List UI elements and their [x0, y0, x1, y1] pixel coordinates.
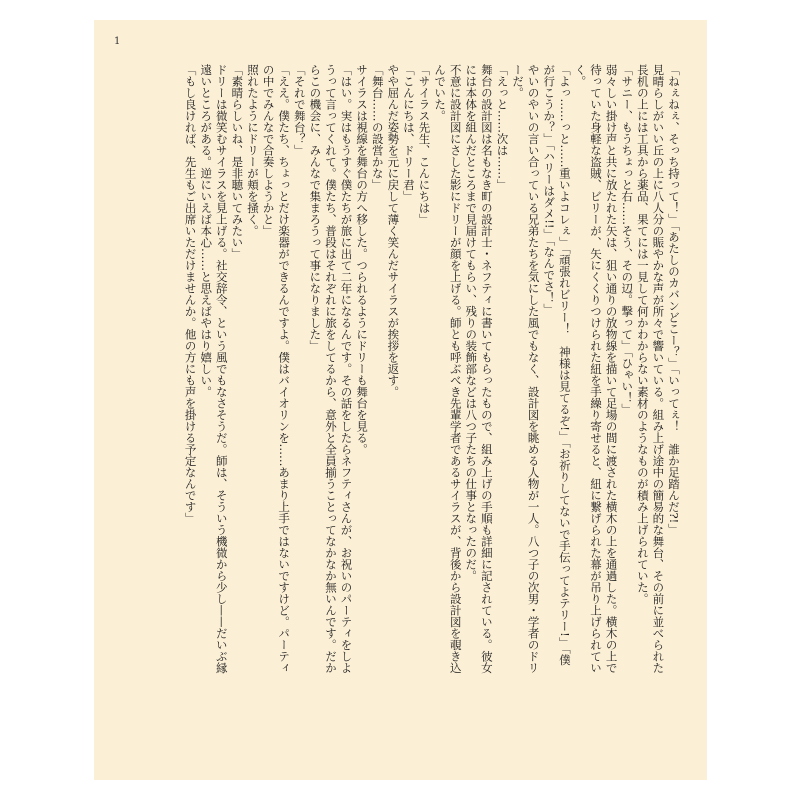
body-text — [141, 64, 681, 674]
paragraph: 不意に設計図にさした影にドリーが顔を上げる。師とも呼ぶべき先輩学者であるサイラスが、背後から設計図を覗き込んでいた。 — [433, 64, 463, 674]
paragraph: 「舞台……の設営かな」 — [370, 64, 385, 191]
paragraph: サイラスは視線を舞台の方へ移した。つられるようにドリーも舞台を見る。 — [355, 64, 370, 455]
page-number: 1 — [114, 36, 121, 47]
paragraph: ドリーは微笑むサイラスを見上げる。社交辞令、という風でもなさそうだ。師は、そういう機微から少し——だいぶ縁遠いところがある。逆にいえば本心……と思えばやはり嬉しい。 — [199, 64, 229, 674]
paragraph: 「もし良ければ、先生もご出席いただけませんか。他の方にも声を掛ける予定なんです」 — [183, 64, 198, 524]
paragraph: 「サイラス先生、こんにちは」 — [417, 64, 432, 225]
paragraph: 弱々しい掛け声と共に放たれた矢は、狙い通りの放物線を描いて足場の間に渡された横木の上を通過した。横木の上で待っていた身軽な盗賊、ビリーが、矢にくくりつけられた紐を手繰り寄せると、紐に繋げられた幕が吊り上げられていく。 — [573, 64, 619, 674]
paragraph: 「ねぇねぇ、そっち持って！」「あたしのカバンどこー？」「いってぇ！ 誰か足踏んだ?!」 — [667, 64, 681, 535]
paragraph: 「えっと……次は……」 — [495, 64, 510, 191]
paragraph: 見晴らしがいい丘の上に八人分の賑やかな声が所々で響いている。組み上げ途中の簡易的な舞台、その前に並べられた長机の上には工具から薬品、果てには一見して何かわからない素材のようなものが積み上げられていた。 — [635, 64, 666, 674]
paragraph: 照れたようにドリーが頬を掻く。 — [245, 64, 260, 237]
paragraph: 「それで舞台？」 — [292, 64, 307, 156]
paragraph: 「ええ。僕たち、ちょっとだけ楽器ができるんですよ。僕はバイオリンを……あまり上手ではないですけど。パーティの中でみんなで合奏しようかと」 — [261, 64, 292, 674]
paragraph: 「こんにちは、ドリー君」 — [401, 64, 416, 202]
paragraph: 「素晴らしいね、是非聴いてみたい」 — [230, 64, 245, 260]
paragraph: 「サニー、もうちょっと右……そう、その辺。撃って」「ひゃい！」 — [620, 64, 635, 415]
paragraph: 舞台の設計図は名もなき町の設計士・ネフティに書いてもらったもので、組み上げの手順も詳細に記されている。彼女には本体を組んだところまで見届けてもらい、残りの装飾部などは八つ子たちの仕事となったのだ。 — [464, 64, 494, 674]
paragraph: やいのやいの言い合っている兄弟たちを気にした風でもなく、設計図を眺める人物が一人。八つ子の次男・学者のドリーだ。 — [511, 64, 541, 674]
document-page — [94, 20, 707, 780]
paragraph: 「よっ……っと……重いよコレぇ」「頑張れビリー！ 神様は見てるぞ!」「お祈りしてないで手伝ってよテリー!」「僕が行こうか？」「ハリーはダメ!!」「なんでさ！」 — [542, 64, 572, 666]
paragraph: 「はい。実はもうすぐ僕たちが旅に出て二年になるんです。その話をしたらネフティさんが、お祝いのパーティをしようって言ってくれて。僕たち、普段はそれぞれに旅をしてるから、意外と全員揃うことってなかなか無いんです。だからこの機会に、みんなで集まろうって事になりました」 — [308, 64, 354, 674]
paragraph: やや屈んだ姿勢を元に戻して薄く笑んだサイラスが挨拶を返す。 — [386, 64, 401, 398]
